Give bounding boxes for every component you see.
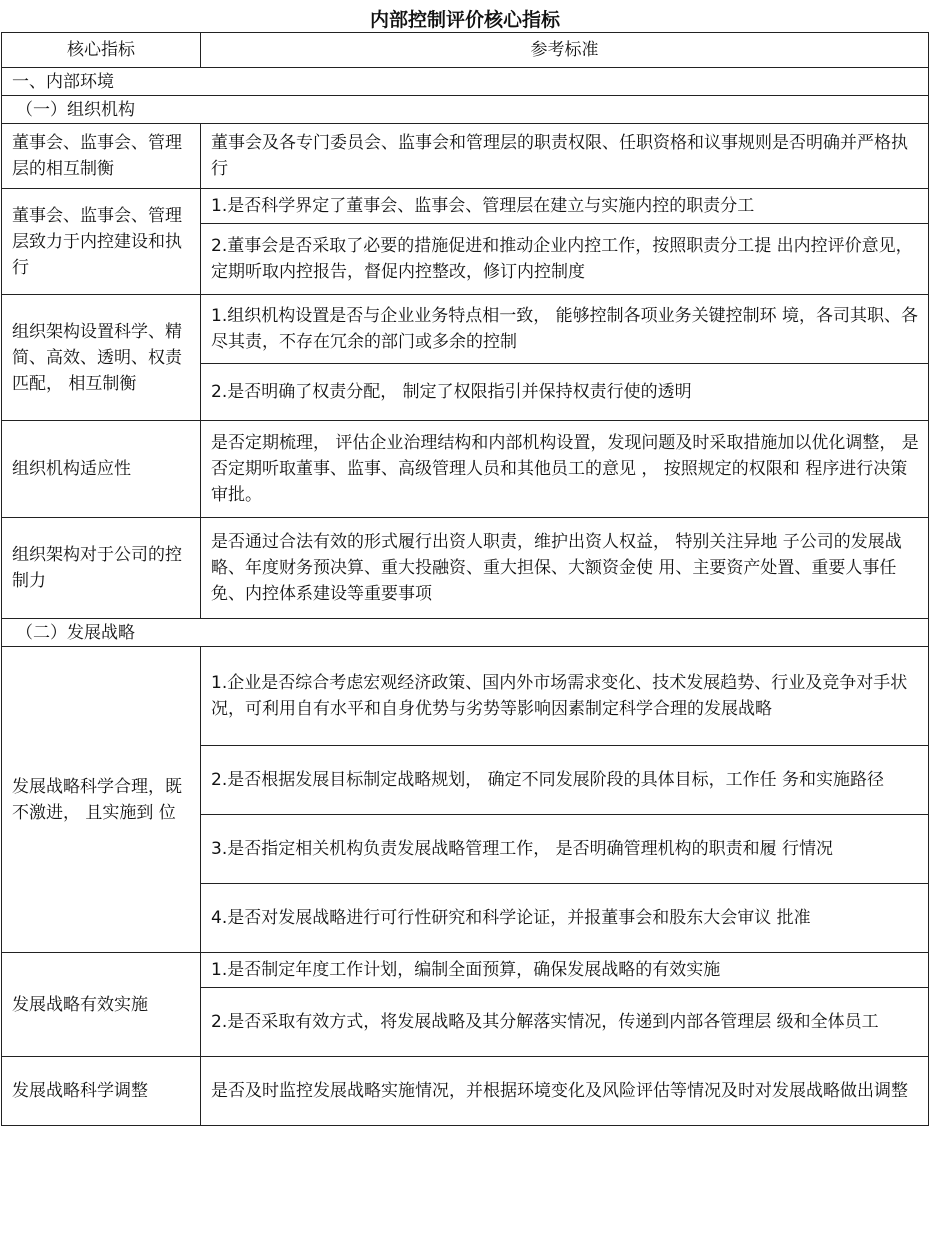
- table-row: [2, 518, 929, 619]
- indicator-cell: 发展战略有效实施: [2, 953, 201, 1057]
- standard-cell: 2.是否采取有效方式，将发展战略及其分解落实情况，传递到内部各管理层 级和全体员工: [201, 988, 929, 1057]
- table-row: [2, 189, 929, 224]
- standard-cell: 1.是否科学界定了董事会、监事会、管理层在建立与实施内控的职责分工: [201, 189, 929, 224]
- table-row: [2, 421, 929, 518]
- standard-cell: 是否定期梳理， 评估企业治理结构和内部机构设置，发现问题及时采取措施加以优化调整， 是否定期听取董事、监事、高级管理人员和其他员工的意见 ， 按照规定的权限和 程序进行决策审批。: [201, 421, 929, 518]
- indicator-cell: 董事会、监事会、管理层的相互制衡: [2, 124, 201, 189]
- subsection-title: （一）组织机构: [2, 96, 929, 124]
- standard-cell: 4.是否对发展战略进行可行性研究和科学论证，并报董事会和股东大会审议 批准: [201, 884, 929, 953]
- indicator-cell: 董事会、监事会、管理层致力于内控建设和执行: [2, 189, 201, 295]
- indicator-cell: 组织机构适应性: [2, 421, 201, 518]
- standard-cell: 1.组织机构设置是否与企业业务特点相一致， 能够控制各项业务关键控制环 境，各司其职、各尽其责，不存在冗余的部门或多余的控制: [201, 295, 929, 364]
- table-row: [2, 647, 929, 746]
- section-row: [2, 68, 929, 96]
- subsection-row: [2, 619, 929, 647]
- indicator-cell: 发展战略科学合理，既不激进， 且实施到 位: [2, 647, 201, 953]
- table-row: [2, 295, 929, 364]
- standard-cell: 2.董事会是否采取了必要的措施促进和推动企业内控工作，按照职责分工提 出内控评价意见，定期听取内控报告，督促内控整改，修订内控制度: [201, 224, 929, 295]
- indicator-cell: 发展战略科学调整: [2, 1057, 201, 1126]
- standard-cell: 3.是否指定相关机构负责发展战略管理工作， 是否明确管理机构的职责和履 行情况: [201, 815, 929, 884]
- standard-cell: 董事会及各专门委员会、监事会和管理层的职责权限、任职资格和议事规则是否明确并严格执行: [201, 124, 929, 189]
- subsection-row: [2, 96, 929, 124]
- table-row: [2, 1057, 929, 1126]
- standard-cell: 2.是否明确了权责分配， 制定了权限指引并保持权责行使的透明: [201, 364, 929, 421]
- standard-cell: 1.企业是否综合考虑宏观经济政策、国内外市场需求变化、技术发展趋势、行业及竞争对手状况，可利用自有水平和自身优势与劣势等影响因素制定科学合理的发展战略: [201, 647, 929, 746]
- subsection-title: （二）发展战略: [2, 619, 929, 647]
- section-title: 一、内部环境: [2, 68, 929, 96]
- standard-cell: 是否及时监控发展战略实施情况，并根据环境变化及风险评估等情况及时对发展战略做出调整: [201, 1057, 929, 1126]
- table-row: [2, 124, 929, 189]
- header-indicator: 核心指标: [2, 33, 201, 68]
- header-standard: 参考标准: [201, 33, 929, 68]
- header-row: [2, 33, 929, 68]
- standard-cell: 1.是否制定年度工作计划，编制全面预算，确保发展战略的有效实施: [201, 953, 929, 988]
- standard-cell: 是否通过合法有效的形式履行出资人职责，维护出资人权益， 特别关注异地 子公司的发展战略、年度财务预决算、重大投融资、重大担保、大额资金使 用、主要资产处置、重要人事任免、内控体系建设等重要事项: [201, 518, 929, 619]
- standard-cell: 2.是否根据发展目标制定战略规划， 确定不同发展阶段的具体目标，工作任 务和实施路径: [201, 746, 929, 815]
- indicator-table: [1, 32, 929, 1126]
- indicator-cell: 组织架构设置科学、精简、高效、透明、权责匹配， 相互制衡: [2, 295, 201, 421]
- indicator-cell: 组织架构对于公司的控制力: [2, 518, 201, 619]
- page-title: 内部控制评价核心指标: [369, 9, 560, 31]
- table-row: [2, 953, 929, 988]
